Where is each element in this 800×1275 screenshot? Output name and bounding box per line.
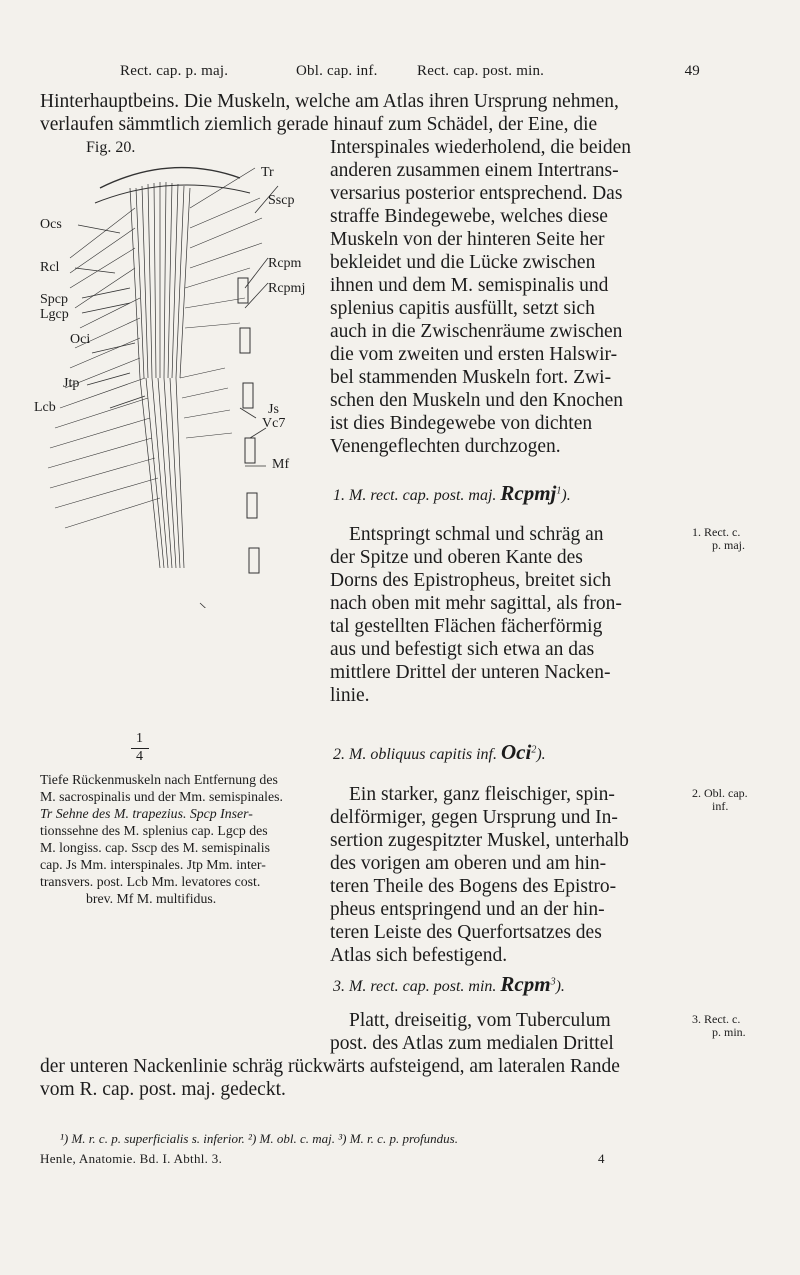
- caption-line-5: M. longiss. cap. Sscp des M. semispinalis: [40, 840, 270, 855]
- label-rcpmj: Rcpmj: [268, 281, 306, 296]
- col-intro-line: bekleidet und die Lücke zwischen: [330, 252, 596, 273]
- caption-line-1: Tiefe Rückenmuskeln nach Entfernung des: [40, 772, 278, 787]
- label-lgcp: Lgcp: [40, 307, 69, 322]
- margin-note-1b: p. maj.: [712, 538, 745, 552]
- s1-line: nach oben mit mehr sagittal, als fron-: [330, 593, 622, 614]
- col-intro-line: versarius posterior entsprechend. Das: [330, 183, 623, 204]
- s2-line: teren Theile des Bogens des Epistro-: [330, 876, 617, 897]
- label-sscp: Sscp: [268, 193, 295, 208]
- col-intro-line: Venengeflechten durchzogen.: [330, 436, 561, 457]
- label-oci: Oci: [70, 332, 91, 347]
- s1-line: tal gestellten Flächen fächerförmig: [330, 616, 603, 637]
- s2-line: des vorigen am oberen und am hin-: [330, 853, 607, 874]
- footnotes-line: ¹) M. r. c. p. superficialis s. inferior. ²) M. obl. c. maj. ³) M. r. c. p. profundus.: [60, 1131, 458, 1146]
- page-number: 49: [684, 63, 700, 79]
- col-intro-line: auch in die Zwischenräume zwischen: [330, 321, 623, 342]
- s1-line: der Spitze und oberen Kante des: [330, 547, 583, 568]
- s3-line: post. des Atlas zum medialen Drittel: [330, 1033, 614, 1054]
- header-obl-cap-inf: Obl. cap. inf.: [296, 63, 378, 79]
- muscle-illustration: [40, 148, 325, 608]
- col-intro-line: ihnen und dem M. semispinalis und: [330, 275, 609, 296]
- col-intro-line: straffe Bindegewebe, welches diese: [330, 206, 608, 227]
- col-intro-line: Interspinales wiederholend, die beiden: [330, 137, 632, 158]
- margin-note-3a: 3. Rect. c.: [692, 1012, 741, 1026]
- col-intro-line: anderen zusammen einem Intertrans-: [330, 160, 619, 181]
- section-1-heading: 1. M. rect. cap. post. maj. Rcpmj$^1$).: [333, 481, 571, 505]
- caption-line-4: tionssehne des M. splenius cap. Lgcp des: [40, 823, 268, 838]
- col-intro-line: schen den Muskeln und den Knochen: [330, 390, 623, 411]
- label-js: Js: [268, 402, 279, 417]
- scale-numerator: 1: [136, 731, 143, 746]
- text-line-bottom-2: vom R. cap. post. maj. gedeckt.: [40, 1079, 286, 1100]
- s1-line: linie.: [330, 685, 370, 706]
- s3-line: Platt, dreiseitig, vom Tuberculum: [349, 1010, 611, 1031]
- label-jtp: Jtp: [63, 376, 80, 391]
- margin-note-3b: p. min.: [712, 1025, 746, 1039]
- s1-line: Dorns des Epistropheus, breitet sich: [330, 570, 612, 591]
- s1-line: Entspringt schmal und schräg an: [349, 524, 604, 545]
- header-rect-cap-min: Rect. cap. post. min.: [417, 63, 545, 79]
- label-mf: Mf: [272, 457, 290, 472]
- label-lcb: Lcb: [34, 400, 56, 415]
- publisher-line: Henle, Anatomie. Bd. I. Abthl. 3.: [40, 1151, 223, 1166]
- text-line-top-2: verlaufen sämmtlich ziemlich gerade hinauf zum Schädel, der Eine, die: [40, 114, 598, 135]
- s2-line: Atlas sich befestigend.: [330, 945, 508, 966]
- signature-mark: 4: [598, 1151, 605, 1166]
- caption-line-2: M. sacrospinalis und der Mm. semispinales.: [40, 789, 283, 804]
- s1-line: aus und befestigt sich etwa an das: [330, 639, 595, 660]
- col-intro-line: ist dies Bindegewebe von dichten: [330, 413, 593, 434]
- margin-note-1a: 1. Rect. c.: [692, 525, 741, 539]
- label-tr: Tr: [261, 165, 274, 180]
- col-intro-line: bel stammenden Muskeln fort. Zwi-: [330, 367, 612, 388]
- label-vc7: Vc7: [262, 416, 286, 431]
- scale-denominator: 4: [136, 749, 143, 764]
- s2-line: delförmiger, gegen Ursprung und In-: [330, 807, 618, 828]
- s2-line: pheus entspringend und an der hin-: [330, 899, 605, 920]
- text-line-top-1: Hinterhauptbeins. Die Muskeln, welche am Atlas ihren Ursprung nehmen,: [40, 91, 619, 112]
- text-line-bottom-1: der unteren Nackenlinie schräg rückwärts aufsteigend, am lateralen Rande: [40, 1056, 620, 1077]
- s2-line: Ein starker, ganz fleischiger, spin-: [349, 784, 615, 805]
- section-2-heading: 2. M. obliquus capitis inf. Oci$^2$).: [333, 740, 546, 764]
- figure-title: Fig. 20.: [86, 139, 136, 156]
- s1-line: mittlere Drittel der unteren Nacken-: [330, 662, 611, 683]
- col-intro-line: splenius capitis ausfüllt, setzt sich: [330, 298, 595, 319]
- margin-note-2b: inf.: [712, 799, 729, 813]
- caption-line-8: brev. Mf M. multifidus.: [86, 891, 217, 906]
- caption-line-3: Tr Sehne des M. trapezius. Spcp Inser-: [40, 806, 253, 821]
- header-rect-cap-maj: Rect. cap. p. maj.: [120, 63, 229, 79]
- margin-note-2a: 2. Obl. cap.: [692, 786, 748, 800]
- s2-line: sertion zugespitzter Muskel, unterhalb: [330, 830, 629, 851]
- section-3-heading: 3. M. rect. cap. post. min. Rcpm$^3$).: [333, 972, 565, 996]
- caption-line-7: transvers. post. Lcb Mm. levatores cost.: [40, 874, 261, 889]
- label-rcl: Rcl: [40, 260, 60, 275]
- label-spcp: Spcp: [40, 292, 68, 307]
- label-ocs: Ocs: [40, 217, 62, 232]
- col-intro-line: die vom zweiten und ersten Halswir-: [330, 344, 618, 365]
- label-rcpm: Rcpm: [268, 256, 302, 271]
- s2-line: teren Leiste des Querfortsatzes des: [330, 922, 602, 943]
- caption-line-6: cap. Js Mm. interspinales. Jtp Mm. inter-: [40, 857, 266, 872]
- col-intro-line: Muskeln von der hinteren Seite her: [330, 229, 605, 250]
